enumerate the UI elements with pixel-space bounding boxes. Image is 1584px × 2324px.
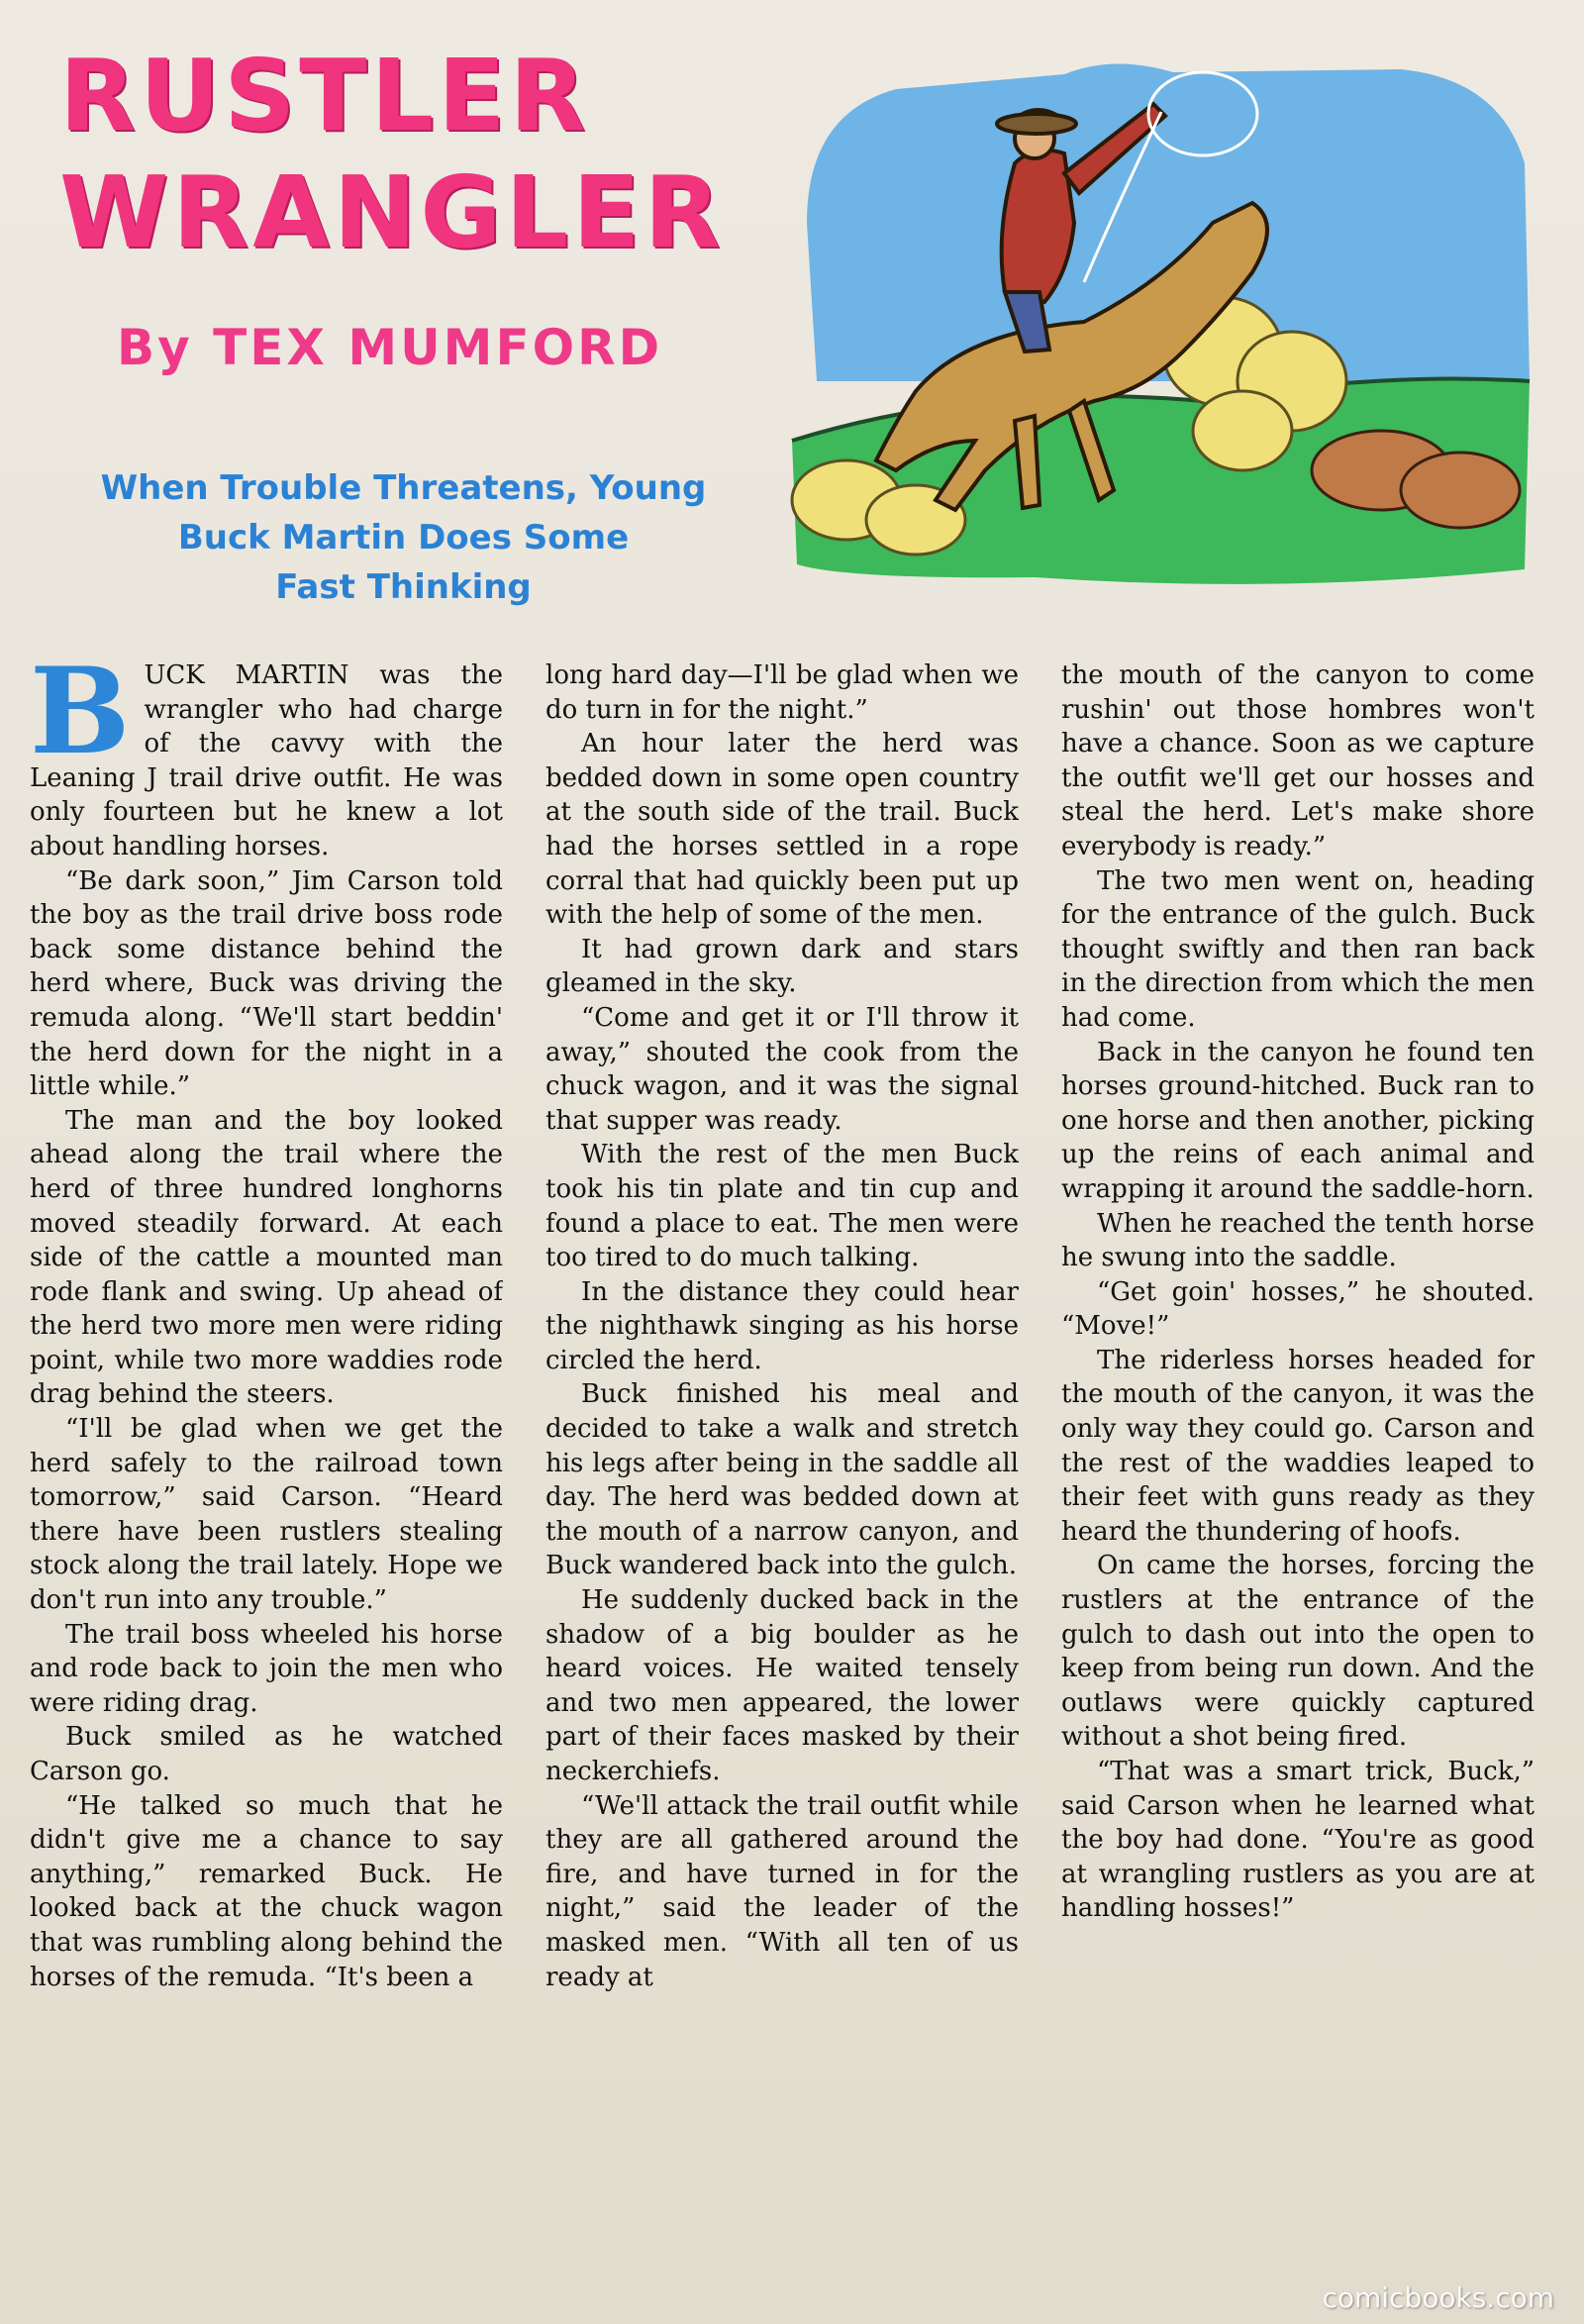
paragraph: “Get goin' hosses,” he shouted. “Move!” <box>1061 1276 1534 1342</box>
title-line-2: WRANGLER <box>59 154 725 270</box>
subhead <box>40 463 767 612</box>
paragraph: He suddenly ducked back in the shadow of a big boulder as he heard voices. He waited tensely and two men appeared, the lower part of their faces masked by their neckerchiefs. <box>545 1585 1019 1786</box>
title-line-1: RUSTLER <box>59 38 590 153</box>
paragraph: It had grown dark and stars gleamed in the sky. <box>545 934 1019 999</box>
paragraph: “Come and get it or I'll throw it away,” shouted the cook from the chuck wagon, and it was the signal that supper was ready. <box>545 1002 1019 1136</box>
story-column-1 <box>30 658 503 2282</box>
paragraph: On came the horses, forcing the rustlers at the entrance of the gulch to dash out into the open to keep from being run down. And the outlaws were quickly captured without a shot being fired. <box>1061 1551 1534 1753</box>
paragraph: An hour later the herd was bedded down in some open country at the south side of the trail. Buck had the horses settled in a rope corral that had quickly been put up with the help of some of the men. <box>545 729 1019 931</box>
paragraph: The two men went on, heading for the entrance of the gulch. Buck thought swiftly and then ran back in the direction from which the men had come. <box>1061 865 1534 1033</box>
paragraph: “We'll attack the trail outfit while they are all gathered around the fire, and have turned in for the night,” said the leader of the masked men. “With all ten of us ready at <box>545 1790 1019 1992</box>
paragraph: The trail boss wheeled his horse and rode back to join the men who were riding drag. <box>30 1619 503 1718</box>
story-columns <box>30 658 1534 2282</box>
cowboy-lasso-icon <box>787 54 1534 589</box>
paragraph: Buck smiled as he watched Carson go. <box>30 1722 503 1786</box>
paragraph: With the rest of the men Buck took his tin plate and tin cup and found a place to eat. The men were too tired to do much talking. <box>545 1140 1019 1273</box>
story-title <box>59 38 725 271</box>
paragraph: The riderless horses headed for the mouth of the canyon, it was the only way they could go. Carson and the rest of the waddies leaped to their feet with guns ready as they heard the thundering of hoofs. <box>1061 1345 1534 1547</box>
paragraph: “He talked so much that he didn't give me a chance to say anything,” remarked Buck. He looked back at the chuck wagon that was rumbling along behind the horses of the remuda. “It's been a <box>30 1790 503 1992</box>
story-column-3 <box>1061 658 1534 2282</box>
paragraph: In the distance they could hear the nighthawk singing as his horse circled the herd. <box>545 1276 1019 1375</box>
paragraph: When he reached the tenth horse he swung into the saddle. <box>1061 1208 1534 1273</box>
paragraph: Back in the canyon he found ten horses ground-hitched. Buck ran to one horse and then another, picking up the reins of each animal and wrapping it around the saddle-horn. <box>1061 1037 1534 1204</box>
paragraph: The man and the boy looked ahead along the trail where the herd of three hundred longhorns moved steadily forward. At each side of the cattle a mounted man rode flank and swing. Up ahead of the herd two more men were riding point, while two more waddies rode drag behind the steers. <box>30 1105 503 1410</box>
story-column-2 <box>545 658 1019 2282</box>
paragraph: Buck finished his meal and decided to take a walk and stretch his legs after being in the saddle all day. The herd was bedded down at the mouth of a narrow canyon, and Buck wandered back into the gulch. <box>545 1379 1019 1581</box>
paragraph: “Be dark soon,” Jim Carson told the boy as the trail drive boss rode back some distance behind the herd where, Buck was driving the remuda along. “We'll start beddin' the herd down for the night in a little while.” <box>30 865 503 1102</box>
drop-cap: B <box>30 658 131 781</box>
paragraph: the mouth of the canyon to come rushin' out those hombres won't have a chance. Soon as we capture the outfit we'll get our hosses and steal the herd. Let's make shore everybody is ready.” <box>1061 660 1534 861</box>
paragraph: UCK MARTIN was the wrangler who had charge of the cavvy with the Leaning J trail drive outfit. He was only fourteen but he knew a lot about handling horses. <box>30 660 503 861</box>
watermark: comicbooks.com <box>1322 2281 1554 2314</box>
paragraph: “That was a smart trick, Buck,” said Carson when he learned what the boy had done. “You're as good at wrangling rustlers as you are at handling hosses!” <box>1061 1757 1534 1924</box>
subhead-line-3: Fast Thinking <box>275 567 532 607</box>
subhead-line-1: When Trouble Threatens, Young <box>100 468 707 508</box>
paragraph: long hard day—I'll be glad when we do turn in for the night.” <box>545 660 1019 725</box>
byline: By TEX MUMFORD <box>117 319 663 376</box>
subhead-line-2: Buck Martin Does Some <box>177 518 630 557</box>
paragraph: “I'll be glad when we get the herd safely to the railroad town tomorrow,” said Carson. “Heard there have been rustlers stealing stock along the trail lately. Hope we don't run into any trouble.” <box>30 1414 503 1616</box>
